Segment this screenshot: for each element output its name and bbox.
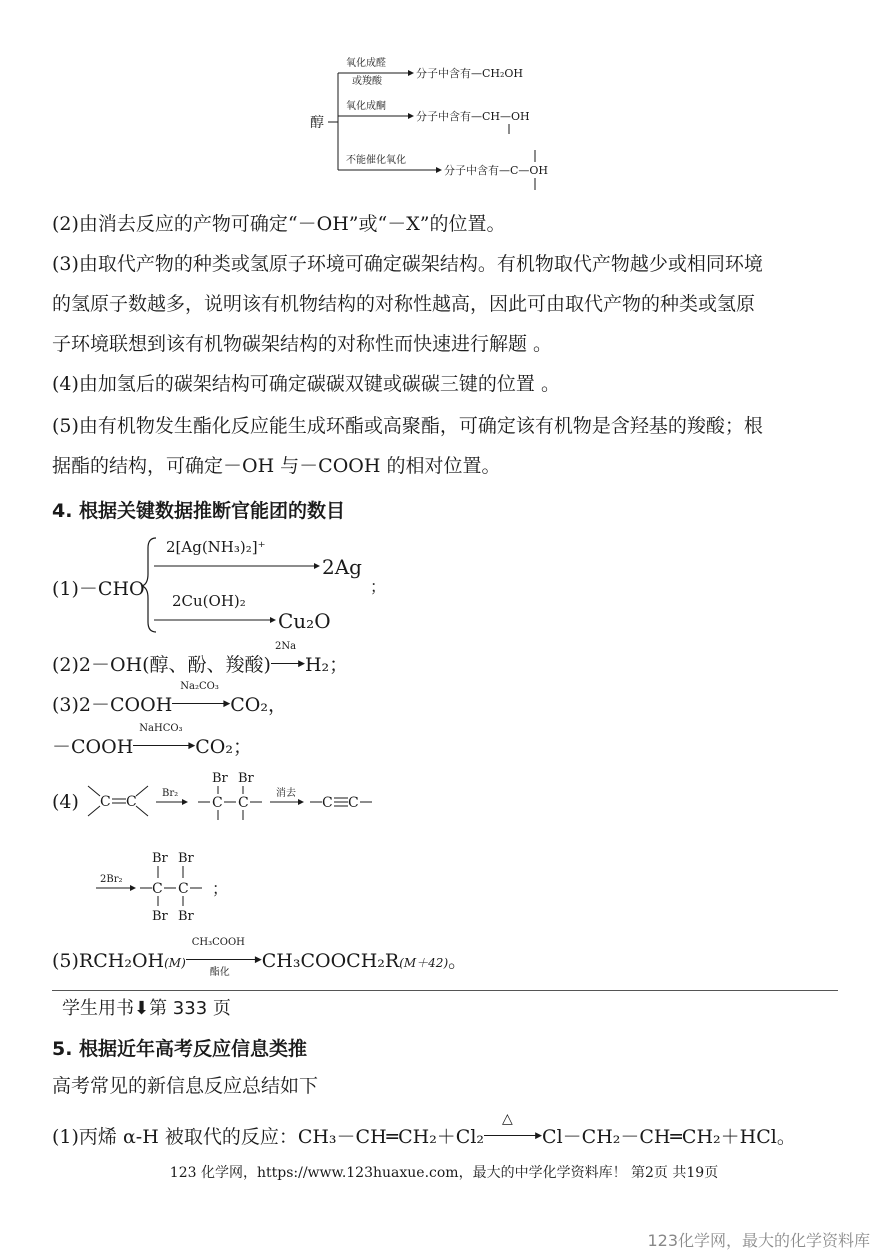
tetrabromide-c1: C — [152, 881, 163, 897]
item4-4-br2: Br₂ — [162, 788, 179, 799]
item4-5-sub: (M) — [164, 956, 186, 970]
item4-2-product: H₂； — [304, 654, 349, 676]
item4-1-reagent-b: 2Cu(OH)₂ — [172, 592, 246, 610]
divider-rule — [52, 990, 838, 991]
item4-5-product: CH₃COOCH₂R — [261, 950, 400, 972]
item4-5-reagent-top: CH₃COOH — [191, 937, 245, 948]
item5-1-text: (1)丙烯 α-H 被取代的反应：CH₃－CH═CH₂＋Cl₂ — [52, 1126, 485, 1148]
alkyne-c1: C — [322, 795, 333, 811]
item4-3-reagent: Na₂CO₃ — [180, 681, 219, 692]
item4-3b-text: －COOH — [52, 736, 134, 758]
book-reference: 学生用书⬇第 333 页 — [62, 998, 231, 1019]
tetrabromide-br4: Br — [178, 909, 194, 924]
item4-2-arrow: 2Na ▶ — [271, 651, 305, 671]
para-2: (2)由消去反应的产物可确定“－OH”或“－X”的位置。 — [52, 213, 506, 235]
branch1-label-bottom: 或羧酸 — [352, 76, 382, 87]
tetrabromide-br2: Br — [178, 851, 194, 866]
item4-5-end: 。 — [448, 950, 468, 972]
item4-3 — [52, 681, 287, 717]
item4-1-brace — [142, 530, 392, 640]
alcohol-oxidation-diagram — [300, 50, 600, 190]
para-5-line2: 据酯的结构，可确定－OH 与－COOH 的相对位置。 — [52, 455, 501, 477]
dibromide-br1: Br — [212, 771, 228, 786]
item5-1-condition: △ — [502, 1111, 513, 1127]
item4-5-product-sub: (M＋42) — [399, 956, 449, 970]
branch2-result: 分子中含有—CH—OH — [416, 110, 530, 123]
item5-1 — [52, 1111, 796, 1149]
item4-5-arrow: CH₃COOH ▶ 酯化 — [186, 947, 262, 967]
alkene-c1: C — [100, 794, 111, 810]
item4-5-text: (5)RCH₂OH — [52, 950, 165, 972]
para-3-line2: 的氢原子数越多，说明该有机物结构的对称性越高，因此可由取代产物的种类或氢原 — [52, 293, 756, 315]
item4-3-text: (3)2－COOH — [52, 694, 173, 716]
item4-3b — [52, 723, 252, 759]
branch1-label-top: 氧化成醛 — [346, 58, 386, 69]
item4-3-arrow: Na₂CO₃ ▶ — [172, 691, 230, 711]
item4-2 — [52, 641, 349, 677]
alkyne-c2: C — [348, 795, 359, 811]
dibromide-c1: C — [212, 795, 223, 811]
branch3-label: 不能催化氧化 — [346, 155, 406, 166]
item4-3-product: CO₂， — [230, 694, 287, 716]
item4-5 — [52, 937, 468, 978]
branch1-result: 分子中含有—CH₂OH — [416, 67, 524, 80]
item4-1-product-b: Cu₂O — [278, 609, 331, 633]
item5-1-product: Cl－CH₂－CH═CH₂＋HCl。 — [542, 1126, 796, 1148]
item4-3b-reagent: NaHCO₃ — [139, 723, 183, 734]
para-4: (4)由加氢后的碳架结构可确定碳碳双键或碳碳三键的位置 。 — [52, 373, 560, 395]
page-footer: 123 化学网，https://www.123huaxue.com，最大的中学化学资料库！ 第2页 共19页 — [169, 1165, 719, 1181]
dibromide-br2: Br — [238, 771, 254, 786]
alkene-c2: C — [126, 794, 137, 810]
branch2-label: 氧化成酮 — [346, 101, 386, 112]
item4-5-reagent-bottom: 酯化 — [209, 967, 230, 978]
para-5-line1: (5)由有机物发生酯化反应能生成环酯或高聚酯，可确定该有机物是含羟基的羧酸；根 — [52, 415, 763, 437]
item4-2-reagent: 2Na — [274, 641, 297, 652]
tetrabromide-c2: C — [178, 881, 189, 897]
section4-title: 4. 根据关键数据推断官能团的数目 — [52, 500, 346, 522]
item4-3b-arrow: NaHCO₃ ▶ — [133, 733, 195, 753]
section5-title: 5. 根据近年高考反应信息类推 — [52, 1038, 308, 1060]
item4-2-text: (2)2－OH(醇、酚、羧酸) — [52, 654, 271, 676]
item4-4-label: (4) — [52, 791, 79, 813]
item5-1-arrow: △ ▶ — [484, 1123, 542, 1143]
item4-1-reagent-a: 2[Ag(NH₃)₂]⁺ — [166, 538, 266, 556]
item4-4-elim: 消去 — [276, 788, 296, 799]
item4-1-prefix: (1)－CHO — [52, 578, 145, 600]
item4-1-end: ； — [370, 577, 387, 596]
item4-4-end: ； — [212, 879, 229, 898]
section5-intro: 高考常见的新信息反应总结如下 — [52, 1075, 319, 1097]
dibromide-c2: C — [238, 795, 249, 811]
branch3-result: 分子中含有—C—OH — [444, 164, 549, 177]
item4-4-2br2: 2Br₂ — [100, 874, 123, 885]
watermark-text: 123化学网，最大的化学资料库 — [647, 1231, 870, 1250]
para-3-line3: 子环境联想到该有机物碳架结构的对称性而快速进行解题 。 — [52, 333, 553, 355]
tetrabromide-br3: Br — [152, 909, 168, 924]
alcohol-center-label: 醇 — [310, 115, 324, 131]
tetrabromide-br1: Br — [152, 851, 168, 866]
para-3-line1: (3)由取代产物的种类或氢原子环境可确定碳架结构。有机物取代产物越少或相同环境 — [52, 253, 763, 275]
item4-3b-product: CO₂； — [195, 736, 252, 758]
item4-1-product-a: 2Ag — [322, 555, 362, 579]
item4-4-diagram — [52, 768, 412, 928]
